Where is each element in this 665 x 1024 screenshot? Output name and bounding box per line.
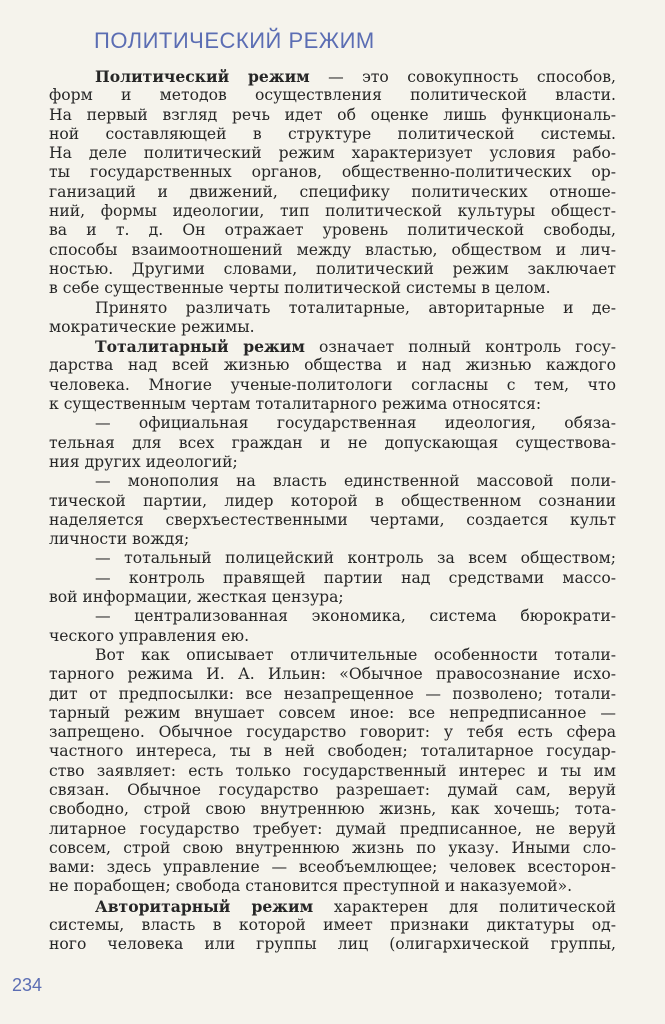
line-text: Вот как описывает отличительные особенности тотали- — [95, 645, 616, 664]
text-line — [49, 858, 616, 877]
line-text: вами: здесь управление — всеобъемлющее; человек всесторон- — [49, 858, 616, 877]
text-line — [49, 260, 616, 279]
line-text: означает полный контроль госу- — [304, 338, 616, 357]
line-text: ного человека или группы лиц (олигархической группы, — [49, 935, 616, 954]
text-line — [49, 67, 616, 86]
text-line — [49, 125, 616, 144]
text-line — [49, 588, 616, 607]
line-text: характерен для политической — [313, 897, 616, 916]
text-line — [49, 106, 616, 125]
text-line — [49, 202, 616, 221]
text-line — [49, 916, 616, 935]
text-line — [49, 646, 616, 665]
text-line — [49, 221, 616, 240]
line-text: не порабощен; свобода становится преступной и наказуемой». — [49, 877, 573, 896]
text-line — [49, 607, 616, 626]
line-text: в себе существенные черты политической системы в целом. — [49, 279, 551, 298]
text-line — [49, 704, 616, 723]
bold-term: Тоталитарный режим — [95, 337, 305, 357]
text-line — [49, 299, 616, 318]
text-line — [49, 376, 616, 395]
line-text: мократические режимы. — [49, 317, 255, 336]
line-text: связан. Обычное государство разрешает: думай сам, веруй — [49, 780, 616, 799]
line-text: ний, формы идеологии, тип политической культуры общест- — [49, 202, 616, 221]
line-text: ганизаций и движений, специфику политических отноше- — [49, 182, 616, 201]
text-line — [49, 337, 616, 356]
line-text: дарства над всей жизнью общества и над жизнью каждого — [49, 356, 616, 375]
text-line — [49, 241, 616, 260]
line-text: вой информации, жесткая цензура; — [49, 588, 344, 607]
bold-term: Авторитарный режим — [95, 896, 314, 916]
text-line — [49, 781, 616, 800]
text-line — [49, 723, 616, 742]
line-text: — это совокупность способов, — [309, 68, 616, 86]
text-line — [49, 492, 616, 511]
text-line — [49, 530, 616, 549]
line-text: ческого управления ею. — [49, 626, 250, 645]
text-line — [49, 685, 616, 704]
page-title: ПОЛИТИЧЕСКИЙ РЕЖИМ — [94, 28, 375, 53]
line-text: — монополия на власть единственной массовой поли- — [95, 472, 616, 491]
text-line — [49, 877, 616, 896]
line-text: к существенным чертам тоталитарного режима относятся: — [49, 395, 542, 414]
line-text: тельная для всех граждан и не допускающая существова- — [49, 433, 616, 452]
text-line — [49, 318, 616, 337]
line-text: ты государственных органов, общественно-политических ор- — [49, 163, 616, 182]
text-line — [49, 395, 616, 414]
bold-term: Политический режим — [95, 67, 310, 86]
line-text: На деле политический режим характеризует условия рабо- — [49, 144, 616, 163]
text-line — [49, 511, 616, 530]
body-text — [49, 67, 616, 955]
text-line — [49, 762, 616, 781]
text-line — [49, 144, 616, 163]
line-text: свободно, строй свою внутреннюю жизнь, как хочешь; тота- — [49, 800, 616, 819]
text-line — [49, 742, 616, 761]
line-text: тарный режим внушает совсем иное: все непредписанное — — [49, 703, 616, 722]
text-line — [49, 356, 616, 375]
line-text: наделяется сверхъестественными чертами, создается культ — [49, 510, 616, 529]
text-line — [49, 163, 616, 182]
line-text: совсем, строй свою внутреннюю жизнь по указу. Иными сло- — [49, 838, 616, 857]
line-text: ной составляющей в структуре политической системы. — [49, 124, 616, 143]
line-text: способы взаимоотношений между властью, обществом и лич- — [49, 240, 616, 259]
line-text: человека. Многие ученые-политологи согласны с тем, что — [49, 375, 616, 394]
line-text: форм и методов осуществления политической власти. — [49, 86, 616, 105]
line-text: тарного режима И. А. Ильин: «Обычное правосознание исхо- — [49, 665, 616, 684]
line-text: — централизованная экономика, система бюрократи- — [95, 607, 616, 626]
line-text: ство заявляет: есть только государственный интерес и ты им — [49, 761, 616, 780]
text-line — [49, 627, 616, 646]
line-text: частного интереса, ты в ней свободен; тоталитарное государ- — [49, 742, 616, 761]
line-text: тической партии, лидер которой в общественном сознании — [49, 491, 616, 510]
text-line — [49, 414, 616, 433]
text-line — [49, 665, 616, 684]
text-line — [49, 472, 616, 491]
line-text: — тотальный полицейский контроль за всем обществом; — [95, 549, 616, 568]
text-line — [49, 897, 616, 916]
text-line — [49, 800, 616, 819]
line-text: ва и т. д. Он отражает уровень политической свободы, — [49, 221, 616, 240]
line-text: литарное государство требует: думай предписанное, не веруй — [49, 819, 616, 838]
line-text: Принято различать тоталитарные, авторитарные и де- — [95, 298, 616, 317]
line-text: — официальная государственная идеология, обяза- — [95, 414, 616, 433]
line-text: На первый взгляд речь идет об оценке лишь функциональ- — [49, 105, 616, 124]
line-text: ностью. Другими словами, политический режим заключает — [49, 259, 616, 278]
text-line — [49, 279, 616, 298]
text-line — [49, 839, 616, 858]
line-text: ния других идеологий; — [49, 452, 238, 471]
page-number: 234 — [12, 975, 43, 995]
line-text: системы, власть в которой имеет признаки диктатуры од- — [49, 916, 616, 935]
text-line — [49, 569, 616, 588]
line-text: личности вождя; — [49, 530, 190, 549]
text-line — [49, 86, 616, 105]
text-line — [49, 935, 616, 954]
text-line — [49, 183, 616, 202]
text-line — [49, 453, 616, 472]
line-text: дит от предпосылки: все незапрещенное — позволено; тотали- — [49, 684, 616, 703]
text-line — [49, 434, 616, 453]
text-line — [49, 549, 616, 568]
line-text: запрещено. Обычное государство говорит: у тебя есть сфера — [49, 723, 616, 742]
text-line — [49, 820, 616, 839]
line-text: — контроль правящей партии над средствами массо- — [95, 568, 616, 587]
